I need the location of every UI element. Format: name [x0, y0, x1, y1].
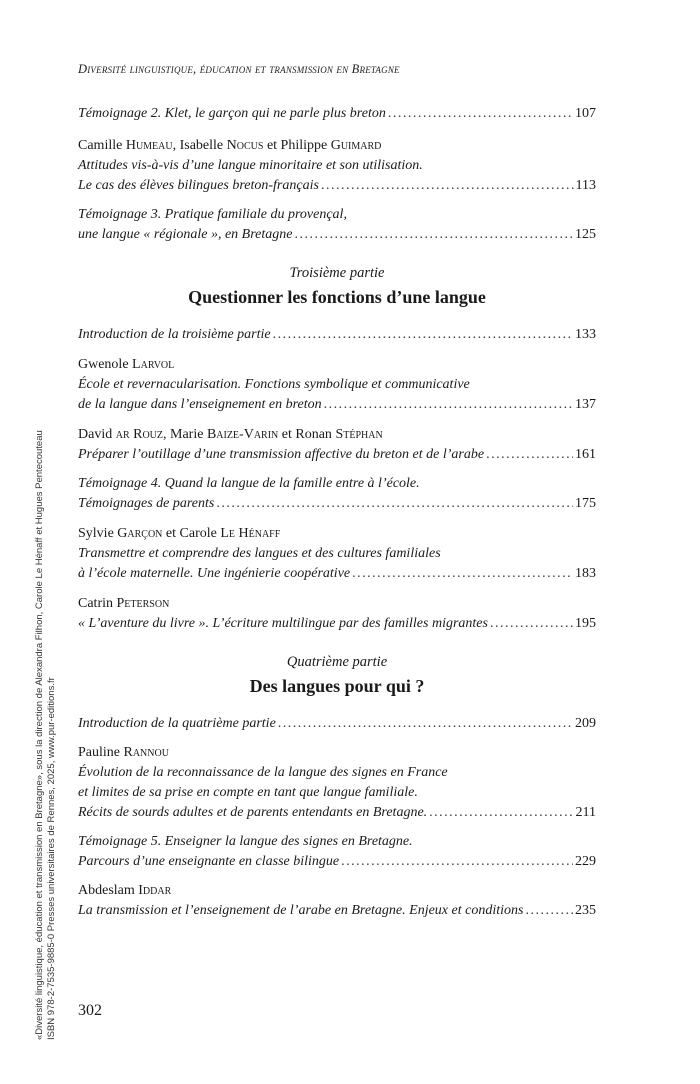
- page-number: 161: [575, 447, 596, 462]
- page-number: 235: [575, 903, 596, 918]
- toc-line: [78, 852, 596, 872]
- author-line: [78, 594, 596, 614]
- page-number: 125: [575, 227, 596, 242]
- dot-leader: [388, 104, 573, 124]
- author-first: Abdeslam: [78, 883, 135, 898]
- entry-title-line: Évolution de la reconnaissance de la langue des signes en France: [78, 765, 448, 780]
- toc-entry-garcon[interactable]: [78, 524, 596, 584]
- entry-title: Parcours d’une enseignante en classe bilingue: [78, 854, 340, 869]
- page-number: 183: [575, 566, 596, 581]
- entry-title: Témoignages de parents: [78, 496, 215, 511]
- author-first: Sylvie: [78, 526, 114, 541]
- toc-entry-intro-part4[interactable]: [78, 714, 596, 734]
- author-first: Camille: [78, 138, 123, 153]
- conjunction: et: [165, 526, 177, 541]
- part-label: Quatrième partie: [286, 654, 388, 670]
- entry-title-line: Témoignage 4. Quand la langue de la famille entre à l’école.: [78, 476, 420, 491]
- author-last: Nocus: [226, 138, 264, 153]
- toc-entry-intro-part3[interactable]: [78, 325, 596, 345]
- entry-title: à l’école maternelle. Une ingénierie coopérative: [78, 566, 351, 581]
- entry-title-line: et limites de sa prise en compte en tant que langue familiale.: [78, 785, 418, 800]
- author-line: [78, 524, 596, 544]
- toc-line: [78, 803, 596, 823]
- dot-leader: [216, 494, 573, 514]
- toc-line: [78, 614, 596, 634]
- copyright-line: «Diversité linguistique, éducation et transmission en Bretagne», sous la direction de Alexandra Filhon, Carole Le Hénaff et Hugues Pentecouteau: [34, 430, 45, 1040]
- page-number-folio: 302: [78, 1002, 102, 1019]
- dot-leader: [525, 901, 573, 921]
- part-label: Troisième partie: [289, 265, 385, 281]
- dot-leader: [341, 852, 573, 872]
- author-last: Garçon: [117, 526, 163, 541]
- toc-line: [78, 104, 596, 124]
- page-number: 175: [575, 496, 596, 511]
- page-number: 229: [575, 854, 596, 869]
- toc-line: [78, 714, 596, 734]
- toc-entry-temoignage-5[interactable]: [78, 832, 596, 872]
- entry-title-line: Témoignage 5. Enseigner la langue des signes en Bretagne.: [78, 834, 413, 849]
- author-first: Marie: [170, 427, 204, 442]
- author-first: Pauline: [78, 745, 120, 760]
- toc-line: [78, 564, 596, 584]
- toc-entry-temoignage-2[interactable]: [78, 104, 596, 124]
- page-number: 195: [575, 616, 596, 631]
- entry-title: La transmission et l’enseignement de l’arabe en Bretagne. Enjeux et conditions: [78, 903, 524, 918]
- entry-title: une langue « régionale », en Bretagne: [78, 227, 293, 242]
- toc-line: [78, 901, 596, 921]
- author-last: Larvol: [132, 357, 175, 372]
- author-first: Isabelle: [179, 138, 224, 153]
- author-line: [78, 355, 596, 375]
- author-line: [78, 425, 596, 445]
- author-last: Stéphan: [335, 427, 383, 442]
- author-last: Humeau: [125, 138, 173, 153]
- page-number: 137: [575, 397, 596, 412]
- entry-title: Introduction de la quatrième partie: [78, 716, 276, 731]
- toc-line: [78, 325, 596, 345]
- author-last: ar Rouz: [115, 427, 163, 442]
- running-head: Diversité linguistique, éducation et transmission en Bretagne: [78, 62, 400, 76]
- dot-leader: [324, 395, 573, 415]
- dot-leader: [490, 614, 573, 634]
- entry-title-line: Attitudes vis-à-vis d’une langue minoritaire et son utilisation.: [78, 158, 423, 173]
- toc-line: [78, 395, 596, 415]
- page-number: 133: [575, 327, 596, 342]
- part-title: Des langues pour qui ?: [249, 676, 425, 696]
- author-first: Carole: [179, 526, 217, 541]
- author-line: [78, 881, 596, 901]
- entry-title: « L’aventure du livre ». L’écriture multilingue par des familles migrantes: [78, 616, 488, 631]
- author-line: [78, 136, 596, 156]
- author-last: Guimard: [330, 138, 382, 153]
- separator: ,: [163, 427, 167, 442]
- entry-title: Récits de sourds adultes et de parents entendants en Bretagne.: [78, 805, 428, 820]
- entry-title-line: Témoignage 3. Pratique familiale du provençal,: [78, 207, 347, 222]
- entry-title: Introduction de la troisième partie: [78, 327, 271, 342]
- toc-entry-iddar[interactable]: [78, 881, 596, 921]
- part-title: Questionner les fonctions d’une langue: [188, 287, 486, 307]
- toc-entry-humeau[interactable]: [78, 136, 596, 196]
- author-line: [78, 743, 596, 763]
- dot-leader: [278, 714, 573, 734]
- dot-leader: [486, 445, 573, 465]
- entry-title: Témoignage 2. Klet, le garçon qui ne parle plus breton: [78, 106, 386, 121]
- author-first: Catrin: [78, 596, 113, 611]
- entry-title-line: École et revernacularisation. Fonctions symbolique et communicative: [78, 377, 470, 392]
- page-number: 107: [575, 106, 596, 121]
- author-last: Peterson: [116, 596, 170, 611]
- dot-leader: [352, 564, 573, 584]
- author-first: Gwenole: [78, 357, 129, 372]
- dot-leader: [273, 325, 573, 345]
- toc-entry-larvol[interactable]: [78, 355, 596, 415]
- isbn-line: ISBN 978-2-7535-9885-0 Presses universitaires de Rennes, 2025, www.pur-editions.fr: [45, 677, 57, 1040]
- author-first: David: [78, 427, 113, 442]
- entry-title-line: Transmettre et comprendre des langues et des cultures familiales: [78, 546, 441, 561]
- entry-title: Préparer l’outillage d’une transmission affective du breton et de l’arabe: [78, 447, 485, 462]
- conjunction: et: [266, 138, 278, 153]
- entry-title: Le cas des élèves bilingues breton-français: [78, 178, 319, 193]
- dot-leader: [429, 803, 573, 823]
- toc-entry-temoignage-3[interactable]: [78, 205, 596, 245]
- author-last: Rannou: [123, 745, 169, 760]
- toc-line: [78, 176, 596, 196]
- toc-line: [78, 494, 596, 514]
- author-first: Philippe: [280, 138, 328, 153]
- author-last: Iddar: [138, 883, 172, 898]
- author-last: Le Hénaff: [220, 526, 281, 541]
- toc-entry-ar-rouz[interactable]: [78, 425, 596, 465]
- toc-line: [78, 445, 596, 465]
- toc-line: [78, 225, 596, 245]
- page-number: 209: [575, 716, 596, 731]
- toc-entry-temoignage-4[interactable]: [78, 474, 596, 514]
- separator: ,: [172, 138, 177, 153]
- entry-title: de la langue dans l’enseignement en breton: [78, 397, 322, 412]
- copyright-notice: [34, 430, 57, 1040]
- dot-leader: [321, 176, 574, 196]
- conjunction: et: [281, 427, 292, 442]
- page-number: 211: [575, 805, 596, 820]
- toc-entry-rannou[interactable]: [78, 743, 596, 823]
- author-first: Ronan: [295, 427, 332, 442]
- page-number: 113: [575, 178, 596, 193]
- toc-entry-peterson[interactable]: [78, 594, 596, 634]
- author-last: Baize-Varin: [206, 427, 279, 442]
- dot-leader: [294, 225, 573, 245]
